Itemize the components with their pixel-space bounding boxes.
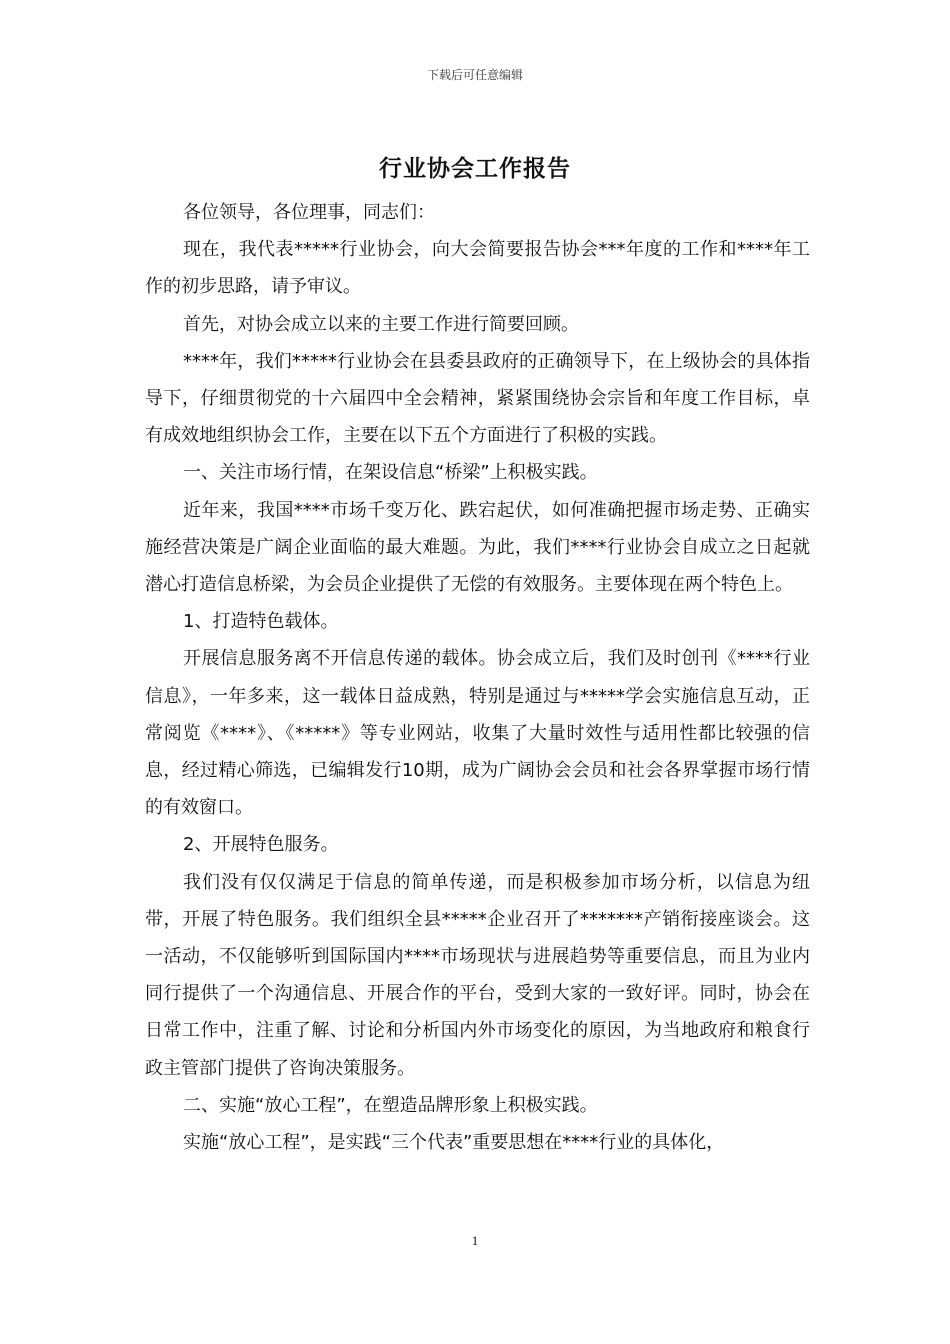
- paragraph: ****年，我们*****行业协会在县委县政府的正确领导下，在上级协会的具体指导下，仔细贯彻党的十六届四中全会精神，紧紧围绕协会宗旨和年度工作目标，卓有成效地组织协会工作，主要在以下五个方面进行了积极的实践。: [145, 350, 810, 447]
- paragraph: 我们没有仅仅满足于信息的简单传递，而是积极参加市场分析，以信息为纽带，开展了特色服务。我们组织全县*****企业召开了*******产销衔接座谈会。这一活动，不仅能够听到国际国内****市场现状与进展趋势等重要信息，而且为业内同行提供了一个沟通信息、开展合作的平台，受到大家的一致好评。同时，协会在日常工作中，注重了解、讨论和分析国内外市场变化的原因，为当地政府和粮食行政主管部门提供了咨询决策服务。: [145, 871, 810, 1079]
- subsection-heading: 1、打造特色载体。: [183, 611, 339, 633]
- document-title: 行业协会工作报告: [379, 156, 571, 182]
- paragraph: 实施“放心工程”，是实践“三个代表”重要思想在****行业的具体化，: [183, 1132, 725, 1154]
- section-heading: 二、实施“放心工程”，在塑造品牌形象上积极实践。: [183, 1094, 598, 1116]
- page-number: 1: [471, 1233, 479, 1248]
- document-body: [145, 194, 810, 1161]
- paragraph: 现在，我代表*****行业协会，向大会简要报告协会***年度的工作和****年工作的初步思路，请予审议。: [145, 239, 810, 298]
- paragraph: 开展信息服务离不开信息传递的载体。协会成立后，我们及时创刊《****行业信息》，一年多来，这一载体日益成熟，特别是通过与*****学会实施信息互动，正常阅览《****》、《*****》等专业网站，收集了大量时效性与适用性都比较强的信息，经过精心筛选，已编辑发行10期，成为广阔协会会员和社会各界掌握市场行情的有效窗口。: [145, 648, 810, 819]
- header-note: 下载后可任意编辑: [426, 68, 523, 82]
- subsection-heading: 2、开展特色服务。: [183, 834, 339, 856]
- paragraph-salutation: 各位领导，各位理事，同志们：: [183, 202, 435, 223]
- section-heading: 一、关注市场行情，在架设信息“桥梁”上积极实践。: [183, 462, 598, 484]
- paragraph: 近年来，我国****市场千变万化、跌宕起伏，如何准确把握市场走势、正确实施经营决策是广阔企业面临的最大难题。为此，我们****行业协会自成立之日起就潜心打造信息桥梁，为会员企业提供了无偿的有效服务。主要体现在两个特色上。: [145, 499, 810, 596]
- paragraph: 首先，对协会成立以来的主要工作进行简要回顾。: [183, 313, 579, 335]
